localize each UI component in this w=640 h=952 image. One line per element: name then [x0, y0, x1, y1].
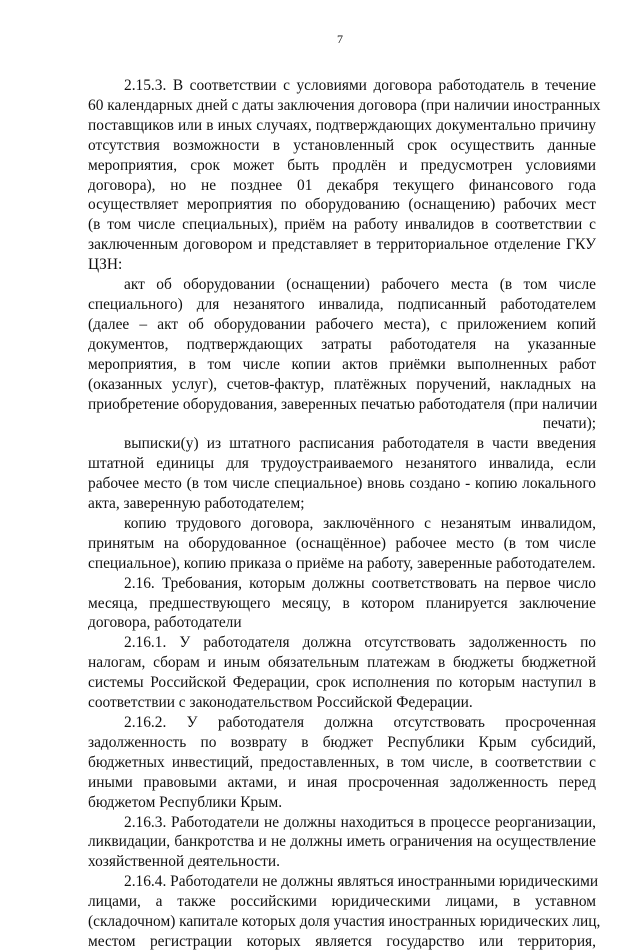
text-line: выписки(у) из штатного расписания работодателя в части введения: [124, 435, 596, 453]
text-line: принятым на оборудованное (оснащённое) рабочее место (в том числе: [88, 534, 596, 552]
text-line: 2.16.1. У работодателя должна отсутствовать задолженность по: [124, 634, 596, 652]
text-line: месяца, предшествующего месяцу, в котором планируется заключение: [88, 594, 596, 612]
document-body: [88, 76, 601, 952]
text-line: (в том числе специальных), приём на работу инвалидов в соответствии с: [88, 216, 596, 234]
paragraph-2-16-1: [88, 633, 596, 713]
text-line: 2.16.2. У работодателя должна отсутствовать просроченная: [124, 714, 596, 731]
text-line: бюджетных инвестиций, предоставленных, в том числе, в соответствии с: [88, 753, 596, 771]
text-line: заключенным договором и представляет в территориальное отделение ГКУ: [88, 236, 596, 254]
text-line: (складочном) капитале которых доля участия иностранных юридических лиц,: [88, 913, 601, 931]
text-line: 2.16.3. Работодатели не должны находиться в процессе реорганизации,: [124, 813, 596, 831]
text-line: 2.16. Требования, которым должны соответствовать на первое число: [124, 574, 596, 592]
paragraph-2-16: [88, 574, 596, 634]
text-line: (оказанных услуг), счетов-фактур, платёжных поручений, накладных на: [88, 375, 596, 393]
paragraph-staff-schedule-extract: [88, 434, 596, 514]
text-line: отсутствия возможности в установленный срок осуществить данные: [88, 136, 596, 154]
text-line: акт об оборудовании (оснащении) рабочего места (в том числе: [124, 276, 596, 294]
text-line: акта, заверенную работодателем;: [88, 495, 305, 513]
text-line: рабочее место (в том числе специальное) вновь создано - копию локального: [88, 475, 596, 493]
text-line: печати);: [542, 415, 596, 433]
paragraph-2-15-3: [88, 76, 601, 275]
text-line: приобретение оборудования, заверенных печатью работодателя (при наличии: [88, 395, 598, 413]
text-line: лицами, а также российскими юридическими лицами, в уставном: [88, 893, 596, 911]
text-line: договора), но не позднее 01 декабря текущего финансового года: [88, 176, 596, 194]
paragraph-equipment-act: [88, 275, 596, 434]
text-line: специальное), копию приказа о приёме на работу, заверенные работодателем.: [88, 554, 596, 572]
text-line: хозяйственной деятельности.: [88, 853, 280, 871]
text-line: (далее – акт об оборудовании рабочего места), с приложением копий: [88, 315, 596, 333]
text-line: ЦЗН:: [88, 256, 123, 274]
text-line: местом регистрации которых является государство или территория,: [88, 932, 596, 950]
text-line: соответствии с законодательством Российской Федерации.: [88, 694, 473, 712]
text-line: документов, подтверждающих затраты работодателя на указанные: [88, 335, 596, 353]
page-number: 7: [337, 32, 343, 46]
text-line: бюджетом Республики Крым.: [88, 793, 283, 811]
text-line: иными правовыми актами, и иная просроченная задолженность перед: [88, 773, 596, 791]
text-line: мероприятия, срок может быть продлён и предусмотрен условиями: [88, 156, 596, 174]
paragraph-2-16-3: [88, 813, 596, 873]
text-line: налогам, сборам и иным обязательным платежам в бюджеты бюджетной: [88, 654, 596, 672]
text-line: 2.16.4. Работодатели не должны являться иностранными юридическими: [124, 873, 599, 891]
text-line: штатной единицы для трудоустраиваемого незанятого инвалида, если: [88, 455, 596, 473]
text-line: мероприятия, в том числе копии актов приёмки выполненных работ: [88, 355, 596, 373]
paragraph-2-16-4: [88, 872, 601, 952]
text-line: поставщиков или в иных случаях, подтверждающих документально причину: [88, 116, 596, 134]
paragraph-2-16-2: [88, 713, 596, 813]
text-line: договора, работодатели: [88, 614, 242, 632]
text-line: осуществляет мероприятия по оборудованию (оснащению) рабочих мест: [88, 196, 596, 214]
paragraph-employment-contract-copy: [88, 514, 596, 574]
text-line: 2.15.3. В соответствии с условиями договора работодатель в течение: [124, 77, 596, 94]
text-line: 60 календарных дней с даты заключения договора (при наличии иностранных: [88, 96, 601, 114]
text-line: системы Российской Федерации, срок исполнения по которым наступил в: [88, 674, 596, 692]
text-line: ликвидации, банкротства и не должны иметь ограничения на осуществление: [88, 833, 596, 851]
text-line: задолженность по возврату в бюджет Республики Крым субсидий,: [88, 733, 596, 751]
text-line: копию трудового договора, заключённого с незанятым инвалидом,: [124, 514, 596, 532]
text-line: специального) для незанятого инвалида, подписанный работодателем: [88, 295, 596, 313]
